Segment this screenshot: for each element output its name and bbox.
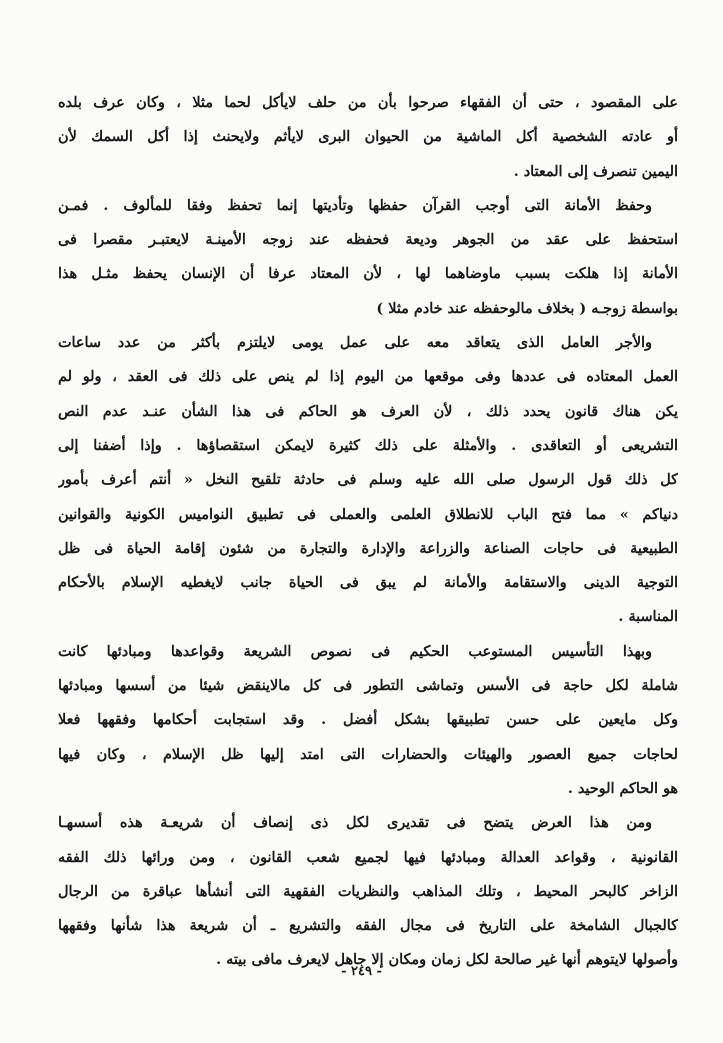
paragraph-start-line: والأجر العامل الذى يتعاقد معه على عمل يومى لايلتزم بأكثر من عدد ساعات [58, 334, 652, 352]
text-line: القانونية ، وقواعد العدالة ومبادئها فيها لجميع شعب القانون ، ومن ورائها ذلك الفقه [58, 848, 678, 866]
body-text [58, 86, 678, 978]
paragraph-start-line: وحفظ الأمانة التى أوجب القرآن حفظها وتأديتها إنما تحفظ وفقا للمألوف . فمـن [58, 196, 652, 214]
text-line: يكن هناك قانون يحدد ذلك ، لأن العرف هو الحاكم فى هذا الشأن عنـد عدم النص [58, 402, 678, 420]
text-line: استحفظ على عقد من الجوهر وديعة فحفظه عند زوجه الأمينـة لايعتبـر مقصرا فى [58, 231, 678, 249]
page-number: - ٢٤٩ - [341, 964, 382, 979]
text-line: بواسطة زوجـه ( بخلاف مالوحفظه عند خادم مثلا ) [376, 299, 678, 317]
text-line: المناسبة . [618, 608, 678, 626]
paragraph-start-line: وبهذا التأسيس المستوعب الحكيم فى نصوص الشريعة وقواعدها ومبادئها كانت [58, 642, 652, 660]
text-line: الأمانة إذا هلكت بسبب ماوضاهما لها ، لأن المعتاد عرفا أن الإنسان يحفظ مثـل هذا [58, 265, 678, 283]
text-line: العمل المعتاده فى عددها وفى موقعها من اليوم إذا لم ينص على ذلك فى العقد ، ولو لم [58, 368, 678, 386]
text-line: وكل مايعين على حسن تطبيقها بشكل أفضل . وقد استجابت أحكامها وفقهها فعلا [58, 711, 678, 729]
text-line: هو الحاكم الوحيد . [567, 779, 678, 797]
text-line: التشريعى أو التعاقدى . والأمثلة على ذلك كثيرة لايمكن استقصاؤها . وإذا أضفنا إلى [58, 436, 678, 454]
text-line: الطبيعية فى حاجات الصناعة والزراعة والإدارة والتجارة من شئون إقامة الحياة فى ظل [58, 539, 678, 557]
text-line: شاملة لكل حاجة فى الأسس وتماشى التطور فى كل مالاينقض شيئا من أسسها ومبادئها [58, 677, 678, 695]
text-line: كالجبال الشامخة على التاريخ فى مجال الفقه والتشريع ـ أن شريعة هذا شأنها وفقهها [58, 917, 678, 935]
text-line: وأصولها لايتوهم أنها غير صالحة لكل زمان ومكان إلا جاهل لايعرف مافى بيته . [216, 951, 678, 969]
text-line: كل ذلك قول الرسول صلى الله عليه وسلم فى حادثة تلقيح النخل « أنتم أعرف بأمور [58, 471, 678, 489]
text-line: أو عادته الشخصية أكل الماشية من الحيوان البرى لايأثم ولايحنث إذا أكل السمك لأن [58, 128, 678, 146]
text-line: لحاجات جميع العصور والهيئات والحضارات التى امتد إليها ظل الإسلام ، وكان فيها [58, 745, 678, 763]
text-line: الزاخر كالبحر المحيط ، وتلك المذاهب والنظريات الفقهية التى أنشأها عباقرة من الرجال [58, 882, 678, 900]
text-line: اليمين تنصرف إلى المعتاد . [513, 162, 678, 180]
text-line: التوجية الدينى والاستقامة والأمانة لم يبق فى الحياة جانب لايغطيه الإسلام بالأحكام [58, 574, 678, 592]
text-line: على المقصود ، حتى أن الفقهاء صرحوا بأن من حلف لايأكل لحما مثلا ، وكان عرف بلده [58, 94, 678, 111]
paragraph-start-line: ومن هذا العرض يتضح فى تقديرى لكل ذى إنصاف أن شريعـة هذه أسسهـا [58, 814, 652, 832]
text-line: دنياكم » مما فتح الباب للانطلاق العلمى والعملى فى تطبيق النواميس الكونية والقوانين [58, 505, 678, 523]
